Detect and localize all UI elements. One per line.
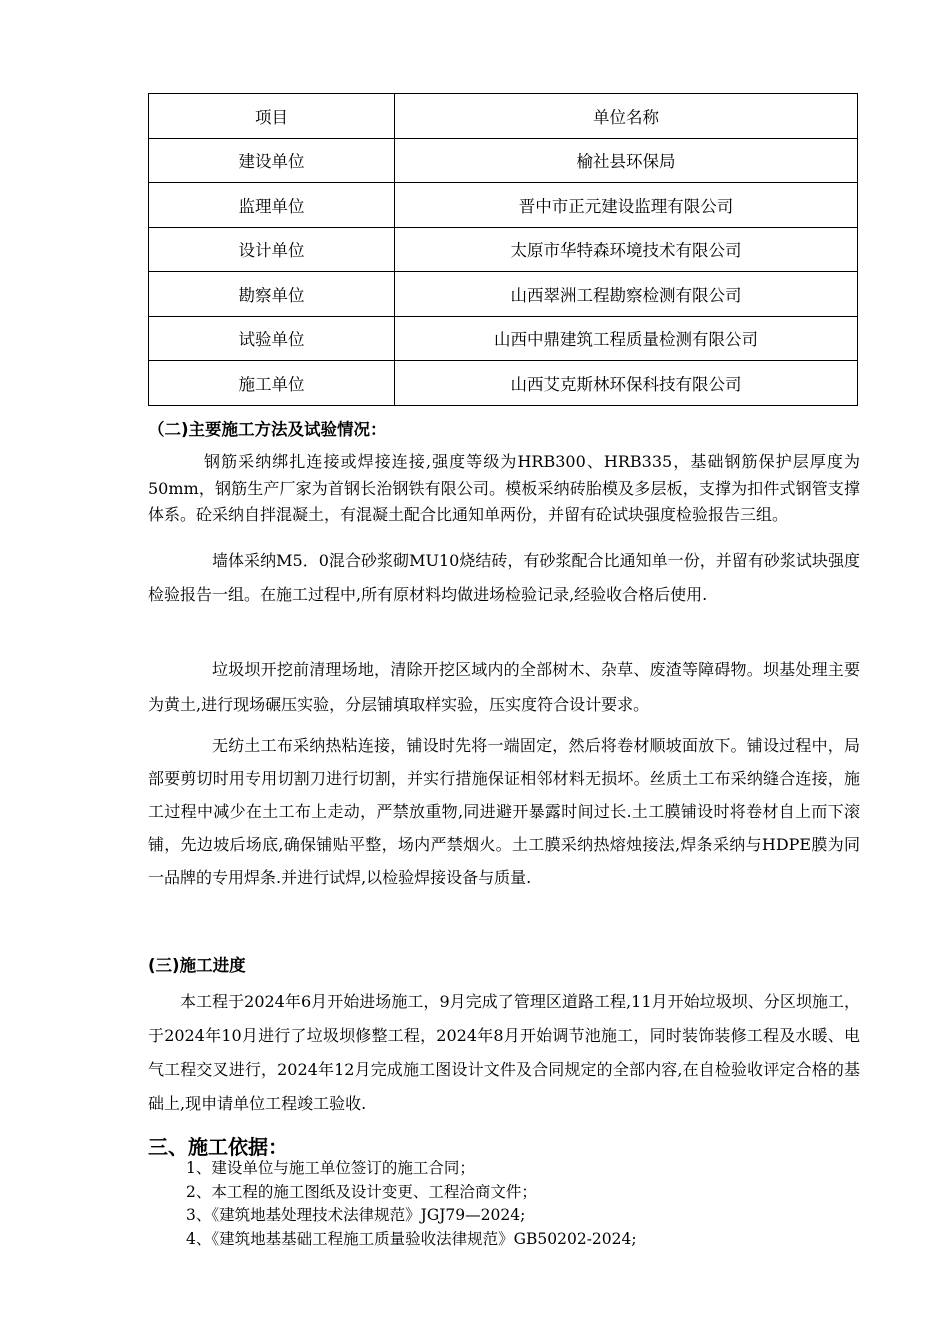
- table-row: [149, 183, 858, 228]
- row-unit-name: 太原市华特森环境技术有限公司: [395, 227, 858, 272]
- list-item: 1、建设单位与施工单位签订的施工合同；: [186, 1159, 475, 1177]
- row-unit-name: 山西翠洲工程勘察检测有限公司: [395, 272, 858, 317]
- chapter-3-title: 三、施工依据：: [148, 1135, 288, 1159]
- list-item: 3、《建筑地基处理技术法律规范》JGJ79—2024;: [186, 1206, 526, 1224]
- section-2-paragraph-4: 无纺土工布采纳热粘连接，铺设时先将一端固定，然后将卷材顺坡面放下。铺设过程中，局部要剪切时用专用切割刀进行切割，并实行措施保证相邻材料无损坏。丝质土工布采纳缝合连接，施工过程中减少在土工布上走动，严禁放重物,同进避开暴露时间过长.土工膜铺设时将卷材自上而下滚铺，先边坡后场底,确保铺贴平整，场内严禁烟火。土工膜采纳热熔烛接法,焊条采纳与HDPE膜为同一品牌的专用焊条.并进行试焊,以检验焊接设备与质量.: [148, 736, 860, 887]
- row-unit-name: 山西中鼎建筑工程质量检测有限公司: [395, 316, 858, 361]
- table-header-row: [149, 94, 858, 139]
- row-item: 试验单位: [149, 316, 395, 361]
- row-item: 设计单位: [149, 227, 395, 272]
- section-2-paragraph-2: 墙体采纳M5．0混合砂浆砌MU10烧结砖，有砂浆配合比通知单一份，并留有砂浆试块强度检验报告一组。在施工过程中,所有原材料均做进场检验记录,经验收合格后使用.: [148, 551, 860, 604]
- table-row: [149, 316, 858, 361]
- section-2-paragraph-3: 垃圾坝开挖前清理场地，清除开挖区域内的全部树木、杂草、废渣等障碍物。坝基处理主要为黄土,进行现场碾压实验，分层铺填取样实验，压实度符合设计要求。: [148, 660, 860, 714]
- section-3-title: (三)施工进度: [148, 956, 246, 975]
- row-unit-name: 榆社县环保局: [395, 138, 858, 183]
- table-row: [149, 138, 858, 183]
- row-item: 勘察单位: [149, 272, 395, 317]
- header-unit-name: 单位名称: [395, 94, 858, 139]
- header-item: 项目: [149, 94, 395, 139]
- row-item: 建设单位: [149, 138, 395, 183]
- table-row: [149, 361, 858, 406]
- row-item: 监理单位: [149, 183, 395, 228]
- list-item: 4、《建筑地基基础工程施工质量验收法律规范》GB50202-2024;: [186, 1229, 637, 1248]
- basis-list: [186, 1157, 637, 1251]
- section-3-paragraph-1: 本工程于2024年6月开始进场施工，9月完成了管理区道路工程,11月开始垃圾坝、分区坝施工，于2024年10月进行了垃圾坝修整工程，2024年8月开始调节池施工，同时装饰装修工程及水暖、电气工程交叉进行，2024年12月完成施工图设计文件及合同规定的全部内容,在自检验收评定合格的基础上,现申请单位工程竣工验收.: [148, 992, 860, 1113]
- list-item: 2、本工程的施工图纸及设计变更、工程洽商文件；: [186, 1182, 537, 1201]
- row-unit-name: 晋中市正元建设监理有限公司: [395, 183, 858, 228]
- units-table: [148, 93, 858, 406]
- row-item: 施工单位: [149, 361, 395, 406]
- row-unit-name: 山西艾克斯林环保科技有限公司: [395, 361, 858, 406]
- table-row: [149, 272, 858, 317]
- section-2-paragraph-1: 钢筋采纳绑扎连接或焊接连接,强度等级为HRB300、HRB335，基础钢筋保护层厚度为50mm，钢筋生产厂家为首钢长治钢铁有限公司。模板采纳砖胎模及多层板，支撑为扣件式钢管支撑体系。砼采纳自拌混凝土，有混凝土配合比通知单两份，并留有砼试块强度检验报告三组。: [148, 452, 860, 524]
- section-2-title: （二)主要施工方法及试验情况：: [148, 420, 387, 439]
- table-row: [149, 227, 858, 272]
